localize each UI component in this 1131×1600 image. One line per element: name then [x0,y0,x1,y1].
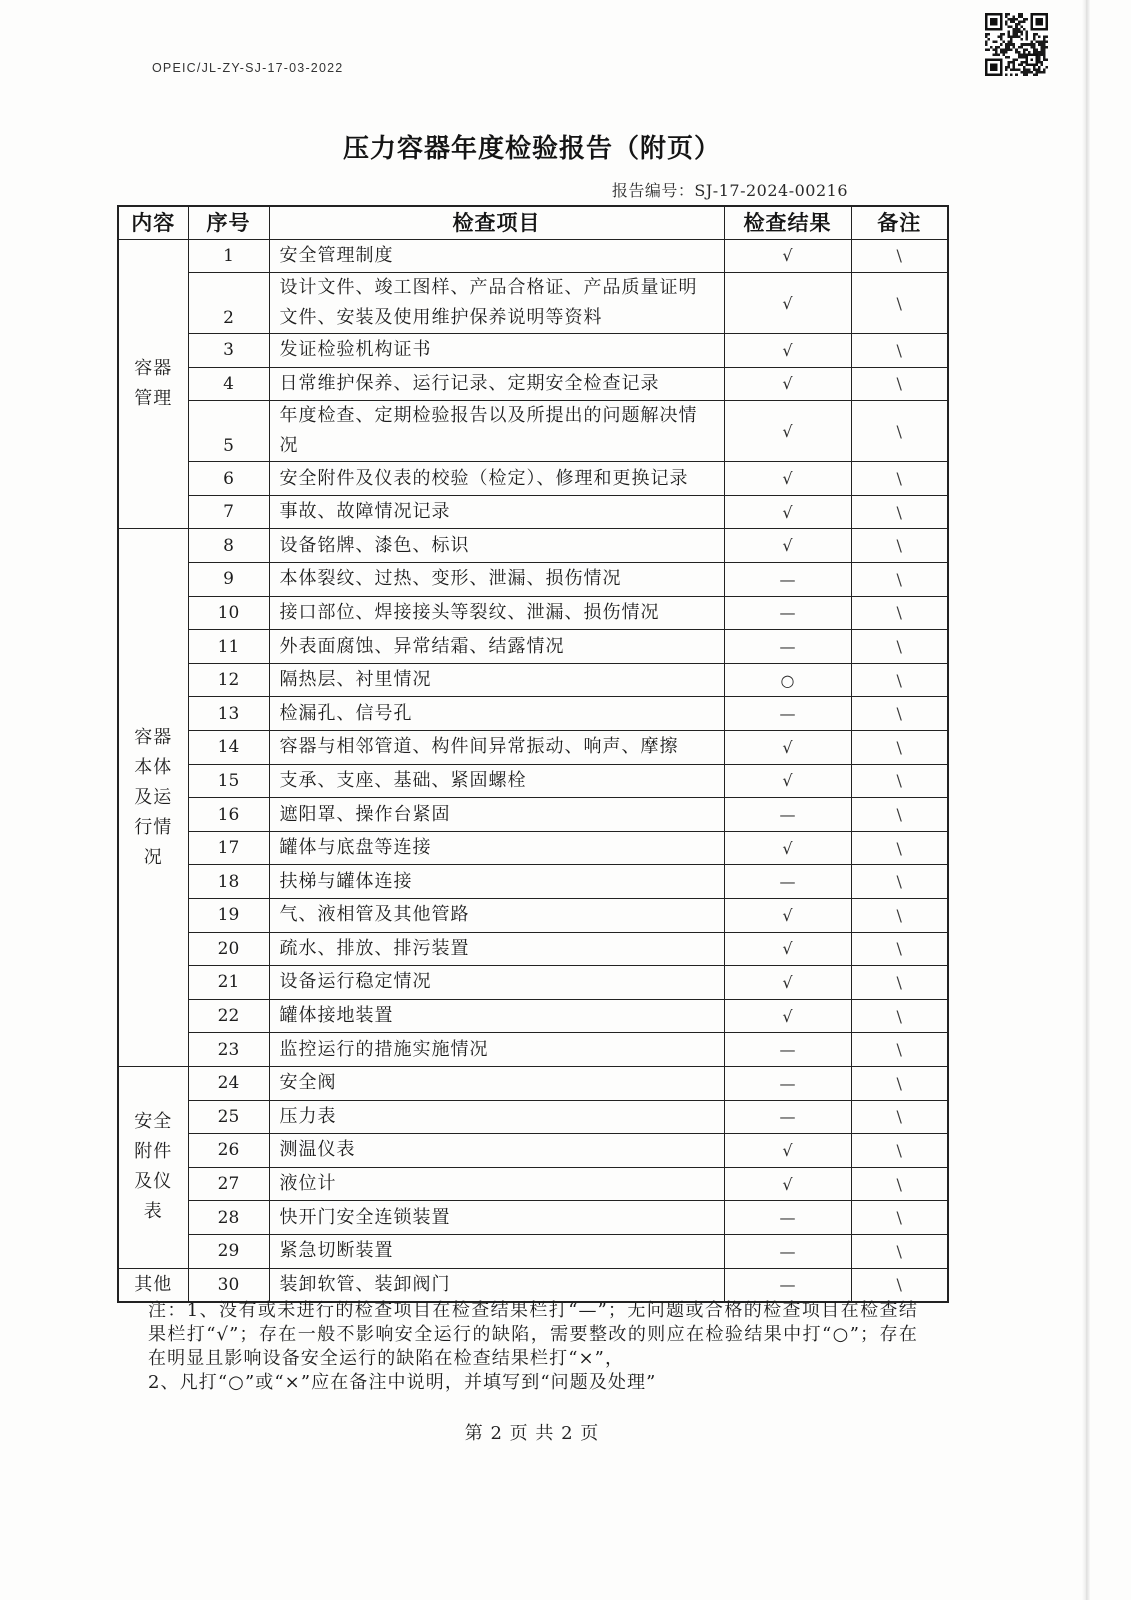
inspection-row [118,697,948,731]
remark: \ [851,899,948,933]
item-description: 设备铭牌、漆色、标识 [269,529,724,563]
remark: \ [851,367,948,401]
item-number: 5 [188,401,269,462]
check-result: √ [724,334,851,368]
inspection-row [118,932,948,966]
item-description: 安全阀 [269,1066,724,1100]
remark: \ [851,596,948,630]
item-number: 7 [188,495,269,529]
item-number: 22 [188,999,269,1033]
column-header-remark: 备注 [851,206,948,239]
check-result: — [724,630,851,664]
item-number: 4 [188,367,269,401]
inspection-row [118,865,948,899]
item-number: 17 [188,831,269,865]
item-number: 3 [188,334,269,368]
item-description: 本体裂纹、过热、变形、泄漏、损伤情况 [269,563,724,597]
item-number: 15 [188,764,269,798]
inspection-row [118,529,948,563]
page-number: 第 2 页 共 2 页 [464,1423,600,1444]
item-number: 24 [188,1066,269,1100]
inspection-row [118,831,948,865]
item-description: 检漏孔、信号孔 [269,697,724,731]
item-number: 29 [188,1234,269,1268]
item-number: 14 [188,731,269,765]
inspection-table [117,205,949,1303]
item-description: 装卸软管、装卸阀门 [269,1268,724,1302]
item-number: 20 [188,932,269,966]
qr-code-icon [985,13,1048,76]
check-result: — [724,697,851,731]
item-number: 26 [188,1134,269,1168]
item-description: 疏水、排放、排污装置 [269,932,724,966]
column-header-item: 检查项目 [269,206,724,239]
item-description: 设计文件、竣工图样、产品合格证、产品质量证明文件、安装及使用维护保养说明等资料 [269,273,724,334]
item-number: 13 [188,697,269,731]
item-number: 9 [188,563,269,597]
inspection-row [118,630,948,664]
item-description: 日常维护保养、运行记录、定期安全检查记录 [269,367,724,401]
inspection-row [118,401,948,462]
group-label: 安全附件及仪表 [118,1066,188,1268]
inspection-row [118,462,948,496]
item-number: 6 [188,462,269,496]
qr-code-graphic [985,13,1048,76]
check-result: √ [724,462,851,496]
remark: \ [851,697,948,731]
inspection-row [118,1134,948,1168]
inspection-row [118,899,948,933]
item-description: 接口部位、焊接接头等裂纹、泄漏、损伤情况 [269,596,724,630]
check-result: — [724,563,851,597]
item-number: 8 [188,529,269,563]
item-description: 液位计 [269,1167,724,1201]
item-number: 19 [188,899,269,933]
remark: \ [851,1066,948,1100]
check-result: √ [724,731,851,765]
remark: \ [851,1268,948,1302]
check-result: — [724,1033,851,1067]
report-number: 报告编号：SJ-17-2024-00216 [611,181,848,200]
item-number: 16 [188,798,269,832]
item-description: 隔热层、衬里情况 [269,663,724,697]
item-description: 安全管理制度 [269,239,724,273]
check-result: — [724,1234,851,1268]
item-number: 1 [188,239,269,273]
remark: \ [851,731,948,765]
remark: \ [851,1134,948,1168]
form-code: OPEIC/JL-ZY-SJ-17-03-2022 [152,61,344,75]
check-result: — [724,1100,851,1134]
inspection-row [118,1100,948,1134]
remark: \ [851,798,948,832]
inspection-row [118,999,948,1033]
remark: \ [851,966,948,1000]
inspection-row [118,495,948,529]
item-description: 支承、支座、基础、紧固螺栓 [269,764,724,798]
note-1: 注：1、没有或未进行的检查项目在检查结果栏打“—”；无问题或合格的检查项目在检查结果栏打“√”；存在一般不影响安全运行的缺陷，需要整改的则应在检验结果中打“○”；存在在明显且影响设备安全运行的缺陷在检查结果栏打“×”， [148,1300,918,1369]
table-header-row [118,206,948,239]
column-header-number: 序号 [188,206,269,239]
check-result: √ [724,401,851,462]
check-result: — [724,798,851,832]
remark: \ [851,1201,948,1235]
check-result: √ [724,529,851,563]
item-number: 18 [188,865,269,899]
check-result: √ [724,999,851,1033]
item-number: 10 [188,596,269,630]
note-2: 2、凡打“○”或“×”应在备注中说明，并填写到“问题及处理” [148,1372,657,1393]
column-header-result: 检查结果 [724,206,851,239]
check-result: √ [724,495,851,529]
scan-edge-shadow [1082,0,1090,1600]
item-description: 罐体与底盘等连接 [269,831,724,865]
inspection-row [118,1167,948,1201]
item-number: 21 [188,966,269,1000]
item-description: 压力表 [269,1100,724,1134]
check-result: √ [724,239,851,273]
item-number: 2 [188,273,269,334]
check-result: √ [724,1167,851,1201]
remark: \ [851,932,948,966]
group-label: 容器管理 [118,239,188,529]
inspection-row [118,1033,948,1067]
item-description: 测温仪表 [269,1134,724,1168]
check-result: √ [724,367,851,401]
check-result: — [724,1268,851,1302]
item-description: 外表面腐蚀、异常结霜、结露情况 [269,630,724,664]
check-result: — [724,1201,851,1235]
remark: \ [851,831,948,865]
item-number: 12 [188,663,269,697]
inspection-row [118,1066,948,1100]
remark: \ [851,401,948,462]
inspection-row [118,663,948,697]
item-description: 设备运行稳定情况 [269,966,724,1000]
inspection-row [118,596,948,630]
item-description: 发证检验机构证书 [269,334,724,368]
inspection-row [118,334,948,368]
remark: \ [851,865,948,899]
item-description: 监控运行的措施实施情况 [269,1033,724,1067]
remark: \ [851,273,948,334]
remark: \ [851,239,948,273]
inspection-row [118,731,948,765]
inspection-row [118,764,948,798]
inspection-row [118,1268,948,1302]
remark: \ [851,563,948,597]
check-result: ○ [724,663,851,697]
group-label: 其他 [118,1268,188,1302]
item-description: 扶梯与罐体连接 [269,865,724,899]
inspection-row [118,1201,948,1235]
remark: \ [851,630,948,664]
check-result: √ [724,831,851,865]
item-description: 容器与相邻管道、构件间异常振动、响声、摩擦 [269,731,724,765]
remark: \ [851,462,948,496]
notes [148,1299,918,1395]
inspection-row [118,798,948,832]
item-description: 事故、故障情况记录 [269,495,724,529]
item-number: 28 [188,1201,269,1235]
check-result: √ [724,966,851,1000]
check-result: √ [724,899,851,933]
group-label: 容器本体及运行情况 [118,529,188,1067]
inspection-row [118,563,948,597]
check-result: — [724,1066,851,1100]
item-description: 安全附件及仪表的校验（检定）、修理和更换记录 [269,462,724,496]
item-number: 30 [188,1268,269,1302]
item-description: 快开门安全连锁装置 [269,1201,724,1235]
remark: \ [851,1033,948,1067]
item-description: 遮阳罩、操作台紧固 [269,798,724,832]
inspection-row [118,367,948,401]
item-description: 罐体接地装置 [269,999,724,1033]
remark: \ [851,1100,948,1134]
remark: \ [851,663,948,697]
remark: \ [851,529,948,563]
inspection-row [118,239,948,273]
item-number: 11 [188,630,269,664]
remark: \ [851,764,948,798]
remark: \ [851,1234,948,1268]
item-description: 年度检查、定期检验报告以及所提出的问题解决情况 [269,401,724,462]
inspection-row [118,1234,948,1268]
item-number: 27 [188,1167,269,1201]
check-result: √ [724,273,851,334]
item-description: 气、液相管及其他管路 [269,899,724,933]
inspection-row [118,966,948,1000]
column-header-content: 内容 [118,206,188,239]
check-result: √ [724,1134,851,1168]
remark: \ [851,1167,948,1201]
remark: \ [851,999,948,1033]
remark: \ [851,495,948,529]
item-description: 紧急切断装置 [269,1234,724,1268]
inspection-row [118,273,948,334]
page-title: 压力容器年度检验报告（附页） [342,134,721,164]
item-number: 23 [188,1033,269,1067]
check-result: √ [724,932,851,966]
remark: \ [851,334,948,368]
item-number: 25 [188,1100,269,1134]
check-result: √ [724,764,851,798]
check-result: — [724,596,851,630]
check-result: — [724,865,851,899]
